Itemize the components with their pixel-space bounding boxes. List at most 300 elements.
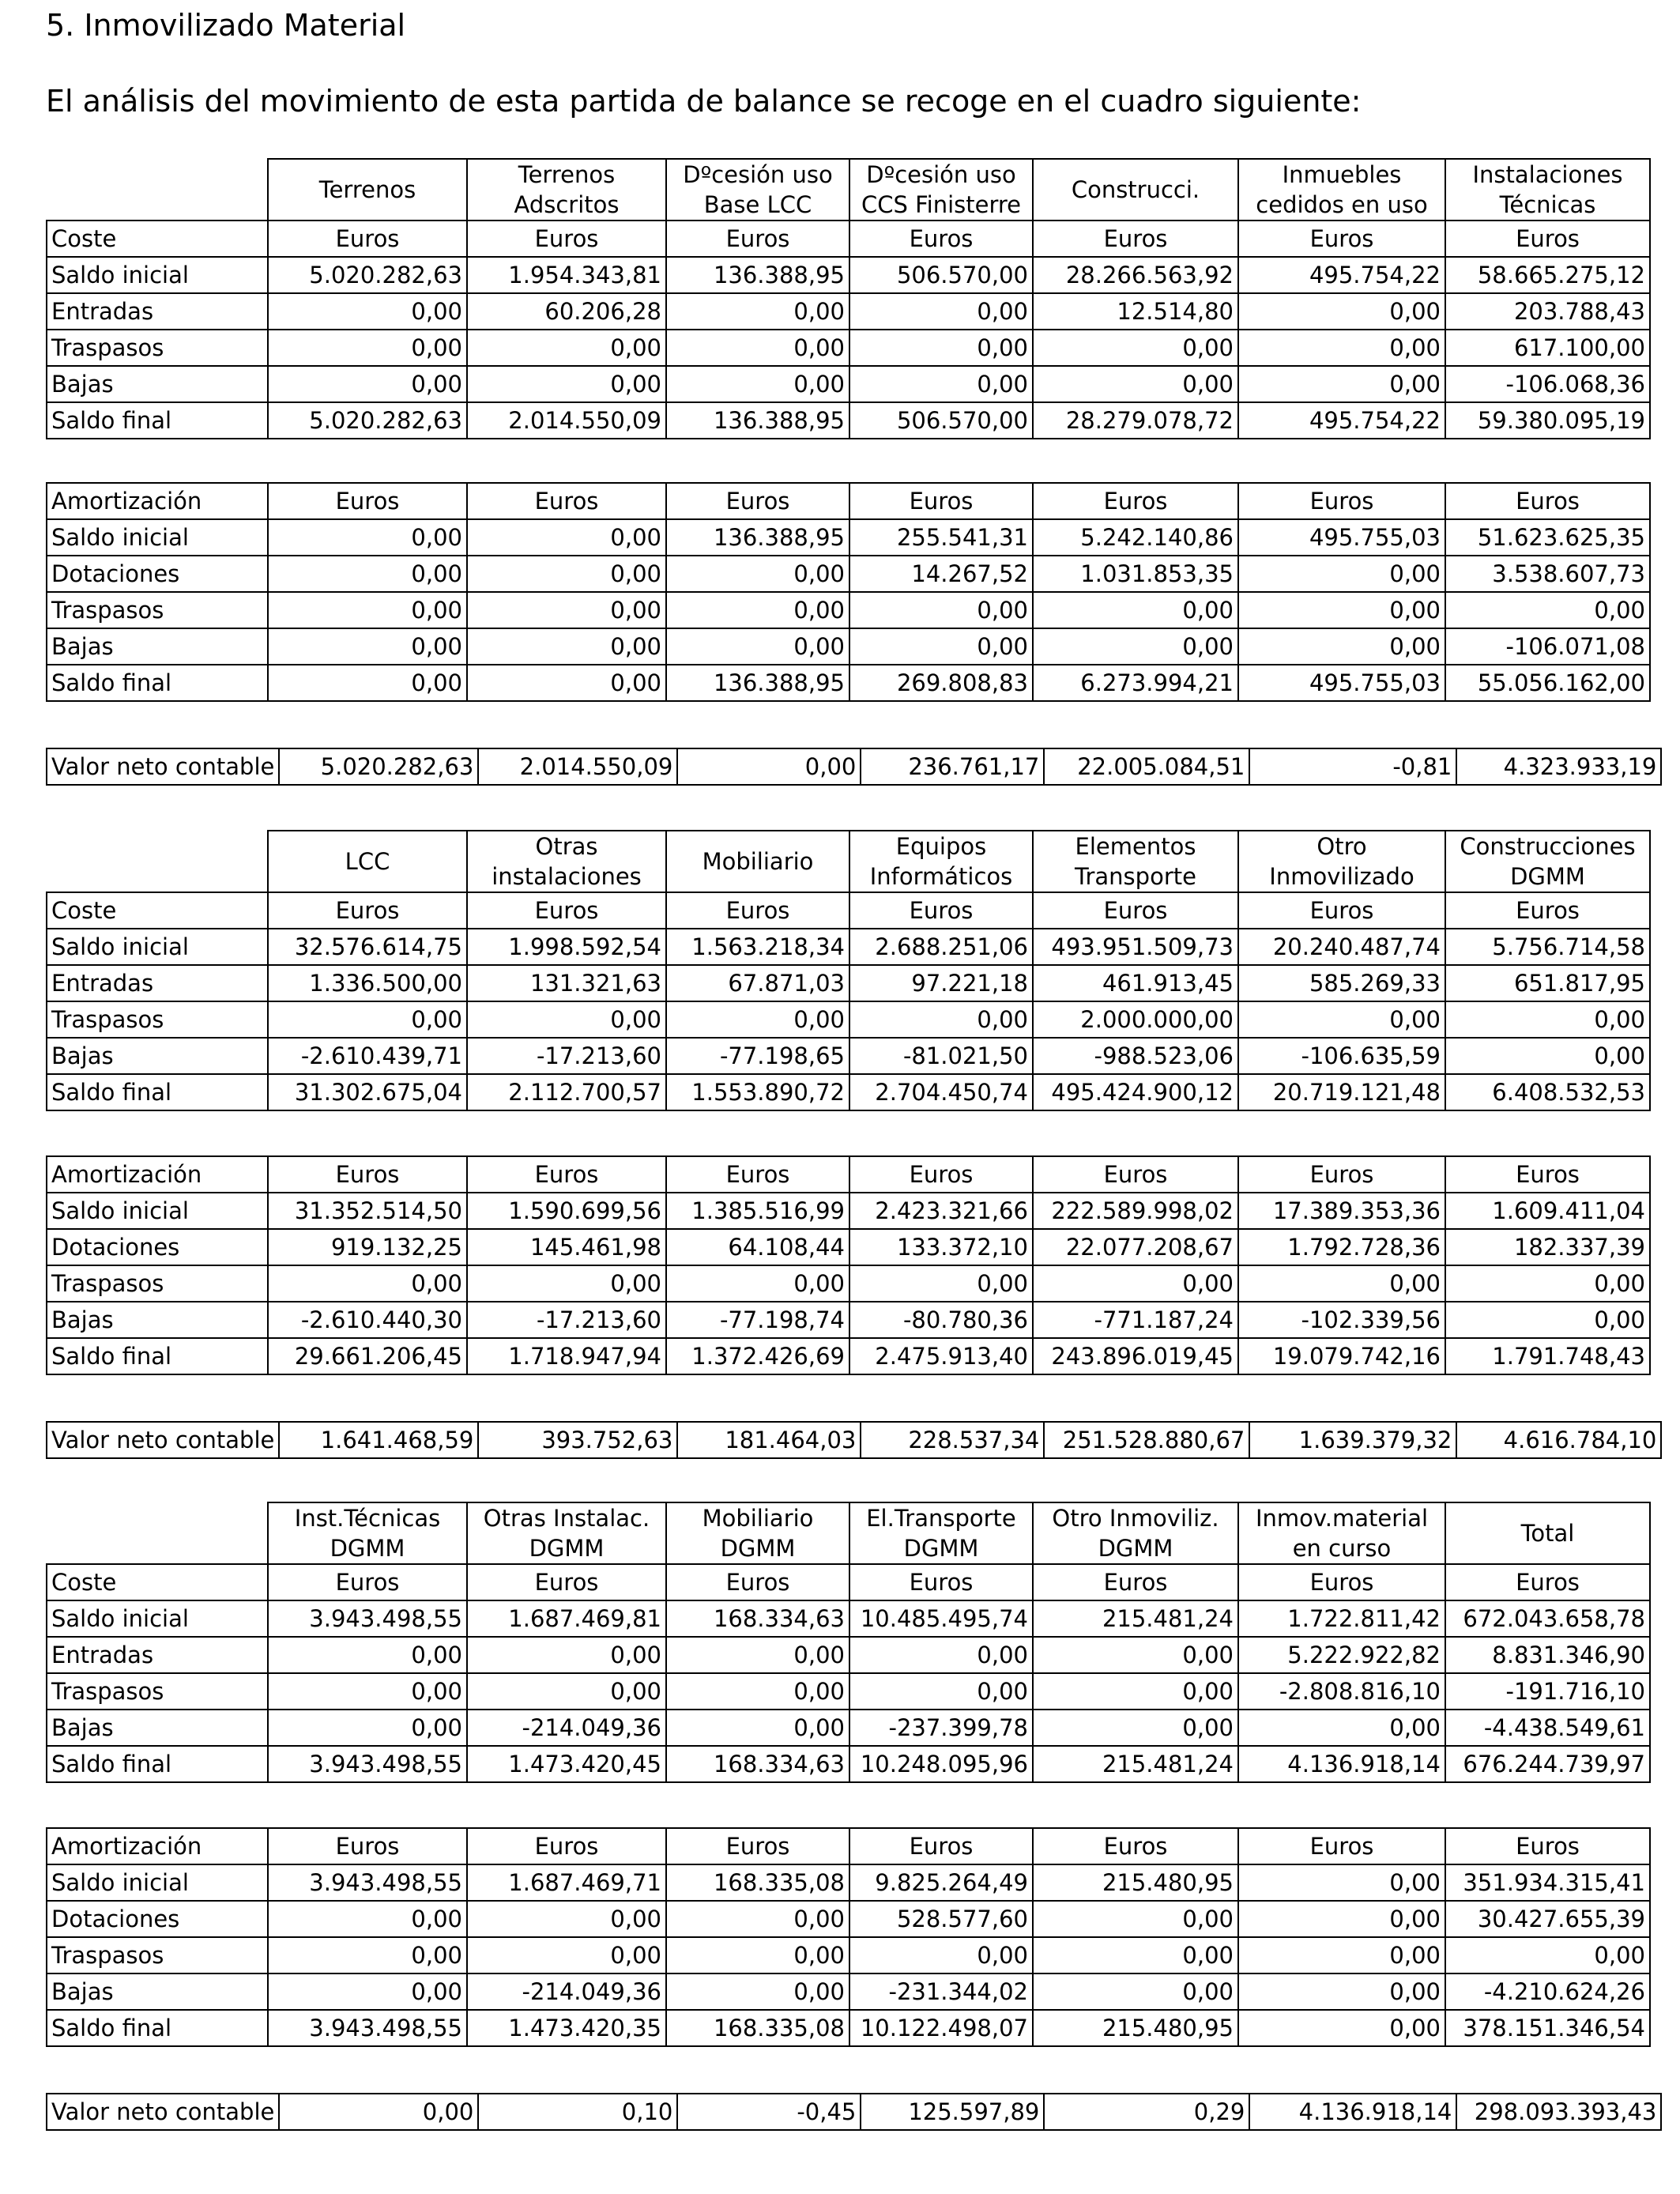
column-header (666, 1502, 849, 1564)
value-cell: 1.792.728,36 (1238, 1229, 1445, 1265)
row-label: Saldo inicial (47, 1193, 268, 1229)
value-cell: 182.337,39 (1445, 1229, 1650, 1265)
amortizacion-unit-row (47, 483, 1650, 519)
value-cell: 1.641.468,59 (279, 1422, 478, 1458)
row-label: Saldo final (47, 1338, 268, 1374)
table-row-traspasos (47, 1265, 1650, 1302)
value-cell: 136.388,95 (666, 519, 849, 556)
value-cell: 0,00 (666, 1001, 849, 1038)
value-cell: 131.321,63 (467, 965, 666, 1001)
value-cell: 3.943.498,55 (268, 1864, 467, 1901)
value-cell: 8.831.346,90 (1445, 1637, 1650, 1673)
table-row-entradas (47, 965, 1650, 1001)
column-header-line-2: CCS Finisterre (861, 191, 1022, 218)
value-cell: -231.344,02 (849, 1973, 1033, 2010)
row-label: Traspasos (47, 1265, 268, 1302)
unit-cell: Euros (1445, 892, 1650, 929)
unit-cell: Euros (1445, 1828, 1650, 1864)
value-cell: 22.077.208,67 (1033, 1229, 1238, 1265)
value-cell: 0,00 (1238, 1265, 1445, 1302)
value-cell: 0,00 (1033, 1973, 1238, 2010)
value-cell: 20.240.487,74 (1238, 929, 1445, 965)
row-label: Bajas (47, 1038, 268, 1074)
value-cell: 506.570,00 (849, 402, 1033, 439)
value-cell: 1.609.411,04 (1445, 1193, 1650, 1229)
unit-cell: Euros (268, 1828, 467, 1864)
row-label: Entradas (47, 965, 268, 1001)
table-row-saldo-inicial (47, 929, 1650, 965)
value-cell: 10.248.095,96 (849, 1746, 1033, 1782)
table-row-saldo-final (47, 1746, 1650, 1782)
value-cell: 0,29 (1044, 2094, 1249, 2130)
column-header (1238, 159, 1445, 221)
value-cell: 919.132,25 (268, 1229, 467, 1265)
column-header (268, 831, 467, 892)
column-header-line-1: Instalaciones (1472, 161, 1623, 188)
unit-cell: Euros (1033, 1156, 1238, 1193)
value-cell: 0,00 (666, 1637, 849, 1673)
value-cell: -77.198,65 (666, 1038, 849, 1074)
value-cell: 493.951.509,73 (1033, 929, 1238, 965)
value-cell: 506.570,00 (849, 257, 1033, 293)
unit-cell: Euros (467, 1564, 666, 1600)
value-cell: 351.934.315,41 (1445, 1864, 1650, 1901)
value-cell: -17.213,60 (467, 1038, 666, 1074)
value-cell: 0,00 (467, 1901, 666, 1937)
cost-table-2 (46, 830, 1651, 1111)
value-cell: 28.266.563,92 (1033, 257, 1238, 293)
value-cell: 31.352.514,50 (268, 1193, 467, 1229)
coste-unit-row (47, 892, 1650, 929)
row-label: Traspasos (47, 592, 268, 628)
value-cell: 3.943.498,55 (268, 1600, 467, 1637)
row-label: Saldo final (47, 1074, 268, 1110)
value-cell: 67.871,03 (666, 965, 849, 1001)
column-header-line-1: Construcciones (1460, 833, 1636, 860)
column-header-row (47, 1502, 1650, 1564)
unit-cell: Euros (666, 892, 849, 929)
column-header-line-1: Otras (535, 833, 598, 860)
unit-cell: Euros (1238, 483, 1445, 519)
amortization-table-1 (46, 482, 1651, 702)
value-cell: 215.480,95 (1033, 1864, 1238, 1901)
column-header-line-2: DGMM (1098, 1535, 1173, 1562)
value-cell: -4.210.624,26 (1445, 1973, 1650, 2010)
value-cell: 0,00 (1238, 2010, 1445, 2046)
value-cell: 215.481,24 (1033, 1746, 1238, 1782)
amortizacion-unit-row (47, 1156, 1650, 1193)
value-cell: 32.576.614,75 (268, 929, 467, 965)
column-header-line-1: Elementos (1075, 833, 1196, 860)
value-cell: 0,00 (666, 293, 849, 330)
value-cell: -771.187,24 (1033, 1302, 1238, 1338)
value-cell: 1.590.699,56 (467, 1193, 666, 1229)
value-cell: 251.528.880,67 (1044, 1422, 1249, 1458)
value-cell: 0,00 (1238, 592, 1445, 628)
value-cell: 1.473.420,45 (467, 1746, 666, 1782)
value-cell: 1.954.343,81 (467, 257, 666, 293)
column-header-row (47, 159, 1650, 221)
value-cell: -80.780,36 (849, 1302, 1033, 1338)
column-header-line-2: Técnicas (1499, 191, 1596, 218)
unit-cell: Euros (666, 1828, 849, 1864)
value-cell: -4.438.549,61 (1445, 1710, 1650, 1746)
value-cell: 1.639.379,32 (1249, 1422, 1456, 1458)
table-row-traspasos (47, 330, 1650, 366)
value-cell: 0,00 (1238, 628, 1445, 665)
value-cell: 215.481,24 (1033, 1600, 1238, 1637)
table-row-traspasos (47, 1001, 1650, 1038)
unit-cell: Euros (849, 1828, 1033, 1864)
column-header (849, 1502, 1033, 1564)
value-cell: 0,00 (1445, 1937, 1650, 1973)
column-header (666, 159, 849, 221)
value-cell: 1.687.469,81 (467, 1600, 666, 1637)
unit-cell: Euros (1445, 1564, 1650, 1600)
unit-cell: Euros (467, 483, 666, 519)
column-header-row (47, 831, 1650, 892)
value-cell: 168.334,63 (666, 1746, 849, 1782)
value-cell: 0,00 (666, 1973, 849, 2010)
coste-unit-row (47, 221, 1650, 257)
column-header-line-1: Inmov.material (1255, 1505, 1429, 1532)
unit-cell: Euros (849, 221, 1033, 257)
value-cell: -237.399,78 (849, 1710, 1033, 1746)
unit-cell: Euros (1033, 1828, 1238, 1864)
row-label: Bajas (47, 1302, 268, 1338)
column-header-line-2: Informáticos (869, 863, 1013, 890)
unit-cell: Euros (268, 221, 467, 257)
value-cell: -2.610.440,30 (268, 1302, 467, 1338)
value-cell: 4.616.784,10 (1456, 1422, 1661, 1458)
value-cell: -0,45 (677, 2094, 861, 2130)
column-header-line-2: en curso (1292, 1535, 1392, 1562)
column-header (1445, 1502, 1650, 1564)
value-cell: 60.206,28 (467, 293, 666, 330)
amortizacion-unit-row (47, 1828, 1650, 1864)
column-header-line-1: Construcci. (1071, 176, 1200, 203)
value-cell: 0,00 (666, 1265, 849, 1302)
value-cell: 495.424.900,12 (1033, 1074, 1238, 1110)
value-cell: 585.269,33 (1238, 965, 1445, 1001)
value-cell: 676.244.739,97 (1445, 1746, 1650, 1782)
unit-cell: Euros (268, 892, 467, 929)
row-label: Valor neto contable (47, 748, 279, 785)
value-cell: -102.339,56 (1238, 1302, 1445, 1338)
value-cell: 0,00 (467, 556, 666, 592)
value-cell: 59.380.095,19 (1445, 402, 1650, 439)
value-cell: 236.761,17 (861, 748, 1044, 785)
unit-cell: Euros (1238, 221, 1445, 257)
value-cell: 5.020.282,63 (268, 402, 467, 439)
value-cell: 51.623.625,35 (1445, 519, 1650, 556)
value-cell: 222.589.998,02 (1033, 1193, 1238, 1229)
table-row-bajas (47, 628, 1650, 665)
value-cell: 298.093.393,43 (1456, 2094, 1661, 2130)
value-cell: 1.563.218,34 (666, 929, 849, 965)
value-cell: 10.485.495,74 (849, 1600, 1033, 1637)
value-cell: 2.704.450,74 (849, 1074, 1033, 1110)
column-header (1033, 1502, 1238, 1564)
value-cell: 0,00 (1238, 556, 1445, 592)
value-cell: 0,00 (268, 628, 467, 665)
table-row-entradas (47, 293, 1650, 330)
table-row-traspasos (47, 1937, 1650, 1973)
row-label: Saldo inicial (47, 1864, 268, 1901)
value-cell: 672.043.658,78 (1445, 1600, 1650, 1637)
row-label: Bajas (47, 1710, 268, 1746)
value-cell: 1.031.853,35 (1033, 556, 1238, 592)
value-cell: 0,00 (666, 1937, 849, 1973)
column-header-line-2: Inmovilizado (1269, 863, 1414, 890)
value-cell: 14.267,52 (849, 556, 1033, 592)
net-value-table-1 (46, 748, 1662, 786)
value-cell: 1.998.592,54 (467, 929, 666, 965)
column-header (467, 1502, 666, 1564)
amortizacion-label: Amortización (47, 483, 268, 519)
column-header-line-2: DGMM (529, 1535, 605, 1562)
value-cell: 0,00 (1238, 1973, 1445, 2010)
header-blank-cell (47, 159, 268, 221)
column-header (1445, 159, 1650, 221)
value-cell: 0,00 (1033, 366, 1238, 402)
value-cell: 495.754,22 (1238, 257, 1445, 293)
column-header (1238, 1502, 1445, 1564)
row-label: Dotaciones (47, 556, 268, 592)
value-cell: 0,00 (268, 665, 467, 701)
value-cell: 0,00 (1033, 1637, 1238, 1673)
value-cell: 0,00 (268, 1001, 467, 1038)
value-cell: 0,00 (268, 1637, 467, 1673)
value-cell: 0,00 (268, 1710, 467, 1746)
unit-cell: Euros (268, 1564, 467, 1600)
column-header (268, 1502, 467, 1564)
net-value-table-3 (46, 2093, 1662, 2131)
unit-cell: Euros (849, 892, 1033, 929)
value-cell: 0,00 (849, 1673, 1033, 1710)
value-cell: 31.302.675,04 (268, 1074, 467, 1110)
row-label: Saldo inicial (47, 257, 268, 293)
value-cell: 3.943.498,55 (268, 1746, 467, 1782)
value-cell: 2.475.913,40 (849, 1338, 1033, 1374)
row-label: Traspasos (47, 1001, 268, 1038)
table-row-saldo-inicial (47, 1193, 1650, 1229)
value-cell: 0,00 (666, 1901, 849, 1937)
value-cell: 5.222.922,82 (1238, 1637, 1445, 1673)
column-header-line-2: DGMM (330, 1535, 405, 1562)
value-cell: 4.136.918,14 (1249, 2094, 1456, 2130)
value-cell: 0,00 (1238, 1901, 1445, 1937)
value-cell: 0,00 (268, 592, 467, 628)
value-cell: 168.335,08 (666, 1864, 849, 1901)
value-cell: 0,00 (467, 366, 666, 402)
column-header (268, 159, 467, 221)
value-cell: 145.461,98 (467, 1229, 666, 1265)
value-cell: 0,00 (849, 1265, 1033, 1302)
column-header-line-1: Otro Inmoviliz. (1052, 1505, 1219, 1532)
table-row-saldo-final (47, 402, 1650, 439)
value-cell: 0,00 (1238, 1864, 1445, 1901)
value-cell: 0,00 (268, 1265, 467, 1302)
value-cell: 125.597,89 (861, 2094, 1044, 2130)
row-label: Saldo final (47, 665, 268, 701)
value-cell: 4.323.933,19 (1456, 748, 1661, 785)
value-cell: 0,00 (849, 1937, 1033, 1973)
value-cell: 0,00 (849, 1637, 1033, 1673)
amortizacion-label: Amortización (47, 1156, 268, 1193)
table-row-saldo-final (47, 2010, 1650, 2046)
value-cell: 0,00 (268, 293, 467, 330)
value-cell: -988.523,06 (1033, 1038, 1238, 1074)
value-cell: 269.808,83 (849, 665, 1033, 701)
value-cell: 0,00 (268, 556, 467, 592)
value-cell: 136.388,95 (666, 665, 849, 701)
value-cell: 3.943.498,55 (268, 2010, 467, 2046)
value-cell: 255.541,31 (849, 519, 1033, 556)
value-cell: 0,00 (666, 366, 849, 402)
row-label: Bajas (47, 1973, 268, 2010)
row-label: Traspasos (47, 1673, 268, 1710)
table-row-bajas (47, 1038, 1650, 1074)
row-label: Bajas (47, 366, 268, 402)
unit-cell: Euros (1445, 221, 1650, 257)
value-cell: 1.687.469,71 (467, 1864, 666, 1901)
amortization-table-3 (46, 1827, 1651, 2047)
row-label: Entradas (47, 293, 268, 330)
unit-cell: Euros (467, 221, 666, 257)
value-cell: 0,00 (268, 366, 467, 402)
column-header (1238, 831, 1445, 892)
value-cell: 1.722.811,42 (1238, 1600, 1445, 1637)
value-cell: 1.372.426,69 (666, 1338, 849, 1374)
value-cell: 495.755,03 (1238, 665, 1445, 701)
value-cell: 28.279.078,72 (1033, 402, 1238, 439)
table-row-saldo-final (47, 665, 1650, 701)
value-cell: 0,00 (666, 1710, 849, 1746)
column-header-line-1: El.Transporte (866, 1505, 1016, 1532)
value-cell: 0,00 (1238, 330, 1445, 366)
value-cell: 0,00 (1238, 293, 1445, 330)
value-cell: 0,00 (467, 1637, 666, 1673)
value-cell: 12.514,80 (1033, 293, 1238, 330)
value-cell: 168.335,08 (666, 2010, 849, 2046)
value-cell: -81.021,50 (849, 1038, 1033, 1074)
value-cell: -214.049,36 (467, 1973, 666, 2010)
value-cell: 0,00 (268, 1937, 467, 1973)
value-cell: -0,81 (1249, 748, 1456, 785)
table-row-dotaciones (47, 1229, 1650, 1265)
table-row-saldo-final (47, 1338, 1650, 1374)
value-cell: 0,10 (478, 2094, 677, 2130)
unit-cell: Euros (268, 483, 467, 519)
column-header-line-2: DGMM (720, 1535, 796, 1562)
value-cell: 0,00 (467, 628, 666, 665)
column-header-line-2: Adscritos (514, 191, 620, 218)
value-cell: 0,00 (467, 1001, 666, 1038)
value-cell: 0,00 (666, 330, 849, 366)
row-label: Traspasos (47, 330, 268, 366)
value-cell: 0,00 (849, 366, 1033, 402)
value-cell: -2.610.439,71 (268, 1038, 467, 1074)
value-cell: 0,00 (268, 1901, 467, 1937)
amortizacion-label: Amortización (47, 1828, 268, 1864)
value-cell: 168.334,63 (666, 1600, 849, 1637)
unit-cell: Euros (1445, 1156, 1650, 1193)
column-header-line-1: Total (1520, 1520, 1575, 1547)
unit-cell: Euros (1238, 1564, 1445, 1600)
value-cell: 2.000.000,00 (1033, 1001, 1238, 1038)
row-label: Saldo final (47, 2010, 268, 2046)
coste-label: Coste (47, 221, 268, 257)
value-cell: 19.079.742,16 (1238, 1338, 1445, 1374)
table-row-dotaciones (47, 556, 1650, 592)
column-header (849, 159, 1033, 221)
value-cell: 2.014.550,09 (467, 402, 666, 439)
value-cell: 17.389.353,36 (1238, 1193, 1445, 1229)
column-header (1445, 831, 1650, 892)
value-cell: 1.385.516,99 (666, 1193, 849, 1229)
value-cell: 181.464,03 (677, 1422, 861, 1458)
unit-cell: Euros (467, 1156, 666, 1193)
cost-table-3 (46, 1502, 1651, 1783)
value-cell: 22.005.084,51 (1044, 748, 1249, 785)
value-cell: 5.242.140,86 (1033, 519, 1238, 556)
value-cell: 378.151.346,54 (1445, 2010, 1650, 2046)
value-cell: 0,00 (849, 330, 1033, 366)
value-cell: 495.755,03 (1238, 519, 1445, 556)
table-row-traspasos (47, 592, 1650, 628)
table-row-dotaciones (47, 1901, 1650, 1937)
row-label: Valor neto contable (47, 2094, 279, 2130)
value-cell: 0,00 (467, 592, 666, 628)
value-cell: 0,00 (268, 1973, 467, 2010)
value-cell: 20.719.121,48 (1238, 1074, 1445, 1110)
value-cell: 0,00 (1445, 1302, 1650, 1338)
value-cell: 2.688.251,06 (849, 929, 1033, 965)
table-row-saldo-inicial (47, 519, 1650, 556)
unit-cell: Euros (1238, 1156, 1445, 1193)
unit-cell: Euros (1238, 1828, 1445, 1864)
value-cell: 0,00 (1033, 1265, 1238, 1302)
value-cell: -191.716,10 (1445, 1673, 1650, 1710)
value-cell: 0,00 (1445, 1001, 1650, 1038)
column-header-line-1: Terrenos (318, 176, 416, 203)
value-cell: 6.273.994,21 (1033, 665, 1238, 701)
value-cell: 2.014.550,09 (478, 748, 677, 785)
column-header-line-1: Otras Instalac. (483, 1505, 650, 1532)
column-header-line-2: instalaciones (492, 863, 642, 890)
value-cell: -77.198,74 (666, 1302, 849, 1338)
unit-cell: Euros (849, 483, 1033, 519)
value-cell: 243.896.019,45 (1033, 1338, 1238, 1374)
unit-cell: Euros (849, 1564, 1033, 1600)
net-value-table-2 (46, 1421, 1662, 1459)
column-header-line-1: Inst.Técnicas (294, 1505, 441, 1532)
value-cell: 133.372,10 (849, 1229, 1033, 1265)
table-row-bajas (47, 366, 1650, 402)
value-cell: 0,00 (467, 1937, 666, 1973)
column-header-line-1: Dºcesión uso (683, 161, 833, 188)
unit-cell: Euros (1238, 892, 1445, 929)
header-blank-cell (47, 1502, 268, 1564)
value-cell: 0,00 (1445, 1265, 1650, 1302)
coste-label: Coste (47, 1564, 268, 1600)
value-cell: 0,00 (849, 628, 1033, 665)
value-cell: 215.480,95 (1033, 2010, 1238, 2046)
value-cell: 1.718.947,94 (467, 1338, 666, 1374)
row-label: Valor neto contable (47, 1422, 279, 1458)
unit-cell: Euros (467, 1828, 666, 1864)
